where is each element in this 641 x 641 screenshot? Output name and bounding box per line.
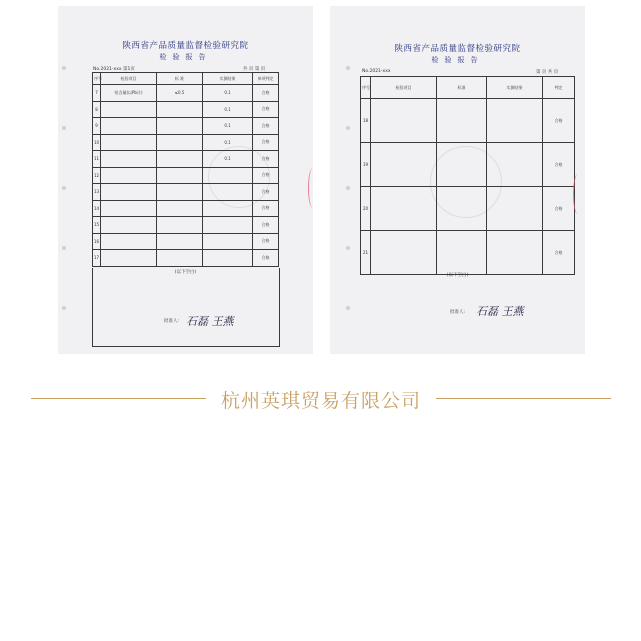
table-cell: 合格 — [253, 217, 279, 234]
report-table — [92, 72, 279, 267]
table-cell: 合格 — [543, 99, 575, 143]
table-cell: 19 — [361, 143, 371, 187]
table-cell: 合格 — [253, 200, 279, 217]
table-cell — [371, 143, 437, 187]
table-cell: 合格 — [253, 250, 279, 267]
table-cell — [157, 134, 203, 151]
table-cell — [437, 231, 487, 275]
report-title: 检验报告 — [431, 56, 484, 64]
table-cell — [157, 101, 203, 118]
table-cell — [157, 250, 203, 267]
report-number: No.2021-xxx — [362, 69, 391, 74]
table-header-row — [361, 77, 575, 99]
table-cell — [437, 187, 487, 231]
banner-divider-right — [436, 398, 611, 399]
table-cell — [157, 184, 203, 201]
table-cell: 合格 — [543, 231, 575, 275]
table-header-cell: 实测结果 — [203, 73, 253, 85]
table-cell: 合格 — [253, 233, 279, 250]
red-seal-edge-left — [308, 168, 317, 208]
table-cell: 合格 — [543, 187, 575, 231]
sign-label: 批准人: — [450, 310, 466, 315]
table-cell: 铅含量(以Pb计) — [101, 85, 157, 102]
table-cell: 0.1 — [203, 151, 253, 168]
table-cell: 合格 — [253, 134, 279, 151]
table-row — [93, 85, 279, 102]
page-number: 第 页 共 页 — [536, 70, 559, 75]
table-cell: 13 — [93, 184, 101, 201]
table-row — [93, 184, 279, 201]
table-cell: 0.1 — [203, 134, 253, 151]
table-cell — [487, 187, 543, 231]
report-org-title: 陕西省产品质量监督检验研究院 — [394, 44, 521, 54]
report-lower-box — [92, 268, 280, 347]
table-cell — [157, 233, 203, 250]
footer-note: (以下空白) — [446, 273, 469, 278]
table-cell: 14 — [93, 200, 101, 217]
table-cell — [101, 184, 157, 201]
table-cell: 合格 — [253, 101, 279, 118]
table-cell: 合格 — [253, 151, 279, 168]
table-cell — [157, 167, 203, 184]
table-row — [93, 134, 279, 151]
table-cell — [101, 217, 157, 234]
table-cell: 合格 — [253, 85, 279, 102]
table-cell — [101, 134, 157, 151]
footer-note: (以下空白) — [174, 270, 197, 275]
table-row — [93, 217, 279, 234]
table-header-cell: 单项判定 — [253, 73, 279, 85]
left-report-scan — [58, 6, 313, 354]
table-cell: 8 — [93, 101, 101, 118]
table-cell: 合格 — [253, 118, 279, 135]
report-number: No.2021-xxx 第1页 — [93, 67, 135, 72]
report-table — [360, 76, 575, 275]
table-cell — [437, 143, 487, 187]
table-header-cell: 标 准 — [157, 73, 203, 85]
page-number: 共 页 第 页 — [243, 67, 266, 72]
table-cell — [487, 231, 543, 275]
table-cell — [101, 101, 157, 118]
table-cell: 20 — [361, 187, 371, 231]
red-seal-edge-right — [573, 174, 582, 214]
table-row — [93, 250, 279, 267]
table-cell: 17 — [93, 250, 101, 267]
table-cell: 合格 — [253, 167, 279, 184]
table-cell — [157, 151, 203, 168]
table-cell — [101, 151, 157, 168]
table-row — [93, 118, 279, 135]
table-row — [361, 143, 575, 187]
report-org-title: 陕西省产品质量监督检验研究院 — [122, 41, 249, 51]
table-row — [361, 231, 575, 275]
table-header-cell: 判定 — [543, 77, 575, 99]
table-cell: 7 — [93, 85, 101, 102]
table-cell: 15 — [93, 217, 101, 234]
banner-divider-left — [31, 398, 206, 399]
table-header-cell: 标准 — [437, 77, 487, 99]
table-cell: 0.1 — [203, 85, 253, 102]
table-cell — [101, 167, 157, 184]
table-cell — [101, 233, 157, 250]
table-cell: 9 — [93, 118, 101, 135]
handwritten-signature: 石磊 王燕 — [186, 315, 234, 328]
table-cell: 18 — [361, 99, 371, 143]
table-row — [93, 151, 279, 168]
table-cell: 合格 — [543, 143, 575, 187]
table-cell — [203, 233, 253, 250]
table-cell — [157, 217, 203, 234]
table-header-cell: 检验项目 — [101, 73, 157, 85]
table-cell: ≤0.5 — [157, 85, 203, 102]
table-cell — [487, 143, 543, 187]
table-header-cell: 序号 — [361, 77, 371, 99]
table-cell — [203, 167, 253, 184]
company-banner — [0, 380, 641, 416]
handwritten-signature: 石磊 王燕 — [476, 305, 524, 318]
table-cell — [371, 99, 437, 143]
sign-label: 批准人: — [164, 319, 180, 324]
table-cell — [203, 217, 253, 234]
table-cell — [371, 231, 437, 275]
table-cell: 11 — [93, 151, 101, 168]
table-cell — [487, 99, 543, 143]
table-cell: 10 — [93, 134, 101, 151]
table-cell: 12 — [93, 167, 101, 184]
table-header-cell: 实测结果 — [487, 77, 543, 99]
table-row — [361, 187, 575, 231]
table-row — [361, 99, 575, 143]
right-report-scan — [330, 6, 585, 354]
table-cell: 16 — [93, 233, 101, 250]
table-cell — [157, 118, 203, 135]
table-cell — [101, 118, 157, 135]
table-row — [93, 200, 279, 217]
table-cell — [101, 250, 157, 267]
table-cell — [203, 250, 253, 267]
table-row — [93, 167, 279, 184]
report-title: 检验报告 — [159, 53, 212, 61]
table-header-row — [93, 73, 279, 85]
table-cell — [203, 184, 253, 201]
table-cell: 21 — [361, 231, 371, 275]
table-cell — [371, 187, 437, 231]
table-row — [93, 101, 279, 118]
table-cell: 合格 — [253, 184, 279, 201]
table-cell — [203, 200, 253, 217]
table-row — [93, 233, 279, 250]
table-cell — [157, 200, 203, 217]
table-cell: 0.1 — [203, 101, 253, 118]
table-cell — [101, 200, 157, 217]
table-header-cell: 序号 — [93, 73, 101, 85]
table-cell: 0.1 — [203, 118, 253, 135]
table-cell — [437, 99, 487, 143]
table-header-cell: 检验项目 — [371, 77, 437, 99]
company-name: 杭州英琪贸易有限公司 — [220, 390, 421, 412]
